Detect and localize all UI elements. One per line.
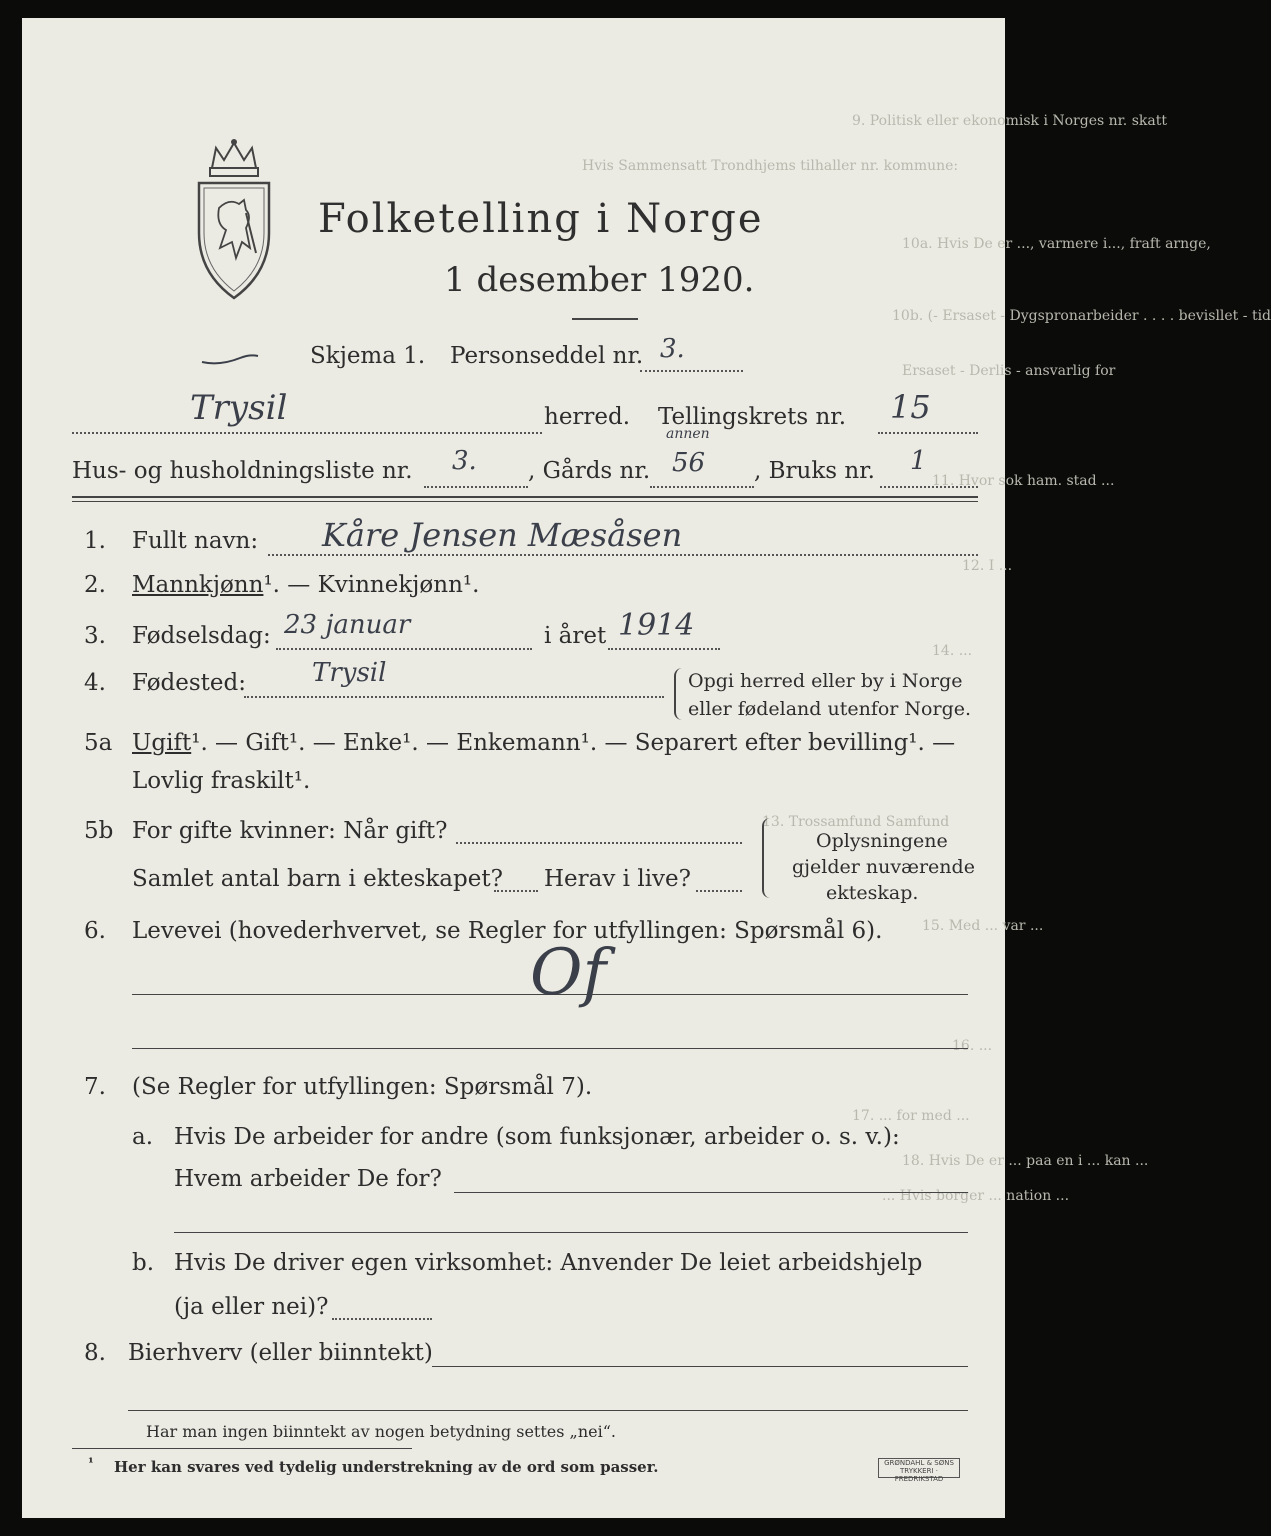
q6-number: 6.	[84, 918, 106, 944]
q5b-line-3	[696, 890, 742, 892]
q4-number: 4.	[84, 670, 106, 696]
bruks-label: , Bruks nr.	[754, 458, 875, 484]
q7a-label-1: Hvis De arbeider for andre (som funksjonær, arbeider o. s. v.):	[174, 1124, 900, 1150]
q2-rest: ¹. — Kvinnekjønn¹.	[263, 572, 480, 598]
q5a-rest: ¹. — Gift¹. — Enke¹. — Enkemann¹. — Separert efter bevilling¹. —	[191, 730, 956, 756]
herred-label: herred.	[544, 404, 631, 430]
tellingskrets-value[interactable]: 15	[890, 388, 931, 426]
q6-line-2	[132, 1048, 968, 1049]
q7b-number: b.	[132, 1250, 155, 1276]
q5b-label-1: For gifte kvinner: Når gift?	[132, 818, 448, 844]
q2-mannkjonn[interactable]: Mannkjønn	[132, 572, 264, 598]
ghost-line: Hvis Sammensatt Trondhjems tilhaller nr. kommune:	[582, 158, 959, 174]
q7b-line	[332, 1318, 432, 1320]
q4-note-2: eller fødeland utenfor Norge.	[688, 698, 972, 720]
q4-note-1: Opgi herred eller by i Norge	[688, 670, 963, 692]
tellingskrets-label: Tellingskrets nr.	[658, 404, 847, 430]
ghost-line: 10a. Hvis De er ..., varmere i..., fraft arnge,	[902, 236, 1211, 252]
footnote-mark: ¹	[88, 1456, 94, 1471]
q7-label: (Se Regler for utfyllingen: Spørsmål 7).	[132, 1074, 593, 1100]
gards-note: annen	[666, 426, 710, 442]
header-rule-thin	[72, 501, 978, 502]
q3-year-line	[608, 648, 720, 650]
census-form	[22, 18, 1271, 1518]
tellingskrets-line	[878, 432, 978, 434]
q5b-note-1: Oplysningene	[816, 830, 948, 852]
q5b-label-2: Samlet antal barn i ekteskapet?	[132, 866, 503, 892]
q3-number: 3.	[84, 623, 106, 649]
q3-value[interactable]: 23 januar	[284, 610, 411, 640]
ghost-line: 11. Hvor sok ham. stad ...	[932, 473, 1115, 489]
q3-year-value[interactable]: 1914	[618, 608, 695, 643]
q3-year-label: i året	[544, 623, 607, 649]
footnote-rule	[72, 1448, 412, 1449]
q7-number: 7.	[84, 1074, 106, 1100]
q5b-line-1	[456, 842, 742, 844]
q7a-label-2: Hvem arbeider De for?	[174, 1166, 442, 1192]
q3-line	[276, 648, 532, 650]
q6-label: Levevei (hovederhvervet, se Regler for utfyllingen: Spørsmål 6).	[132, 918, 883, 944]
gards-value[interactable]: 56	[672, 448, 706, 478]
ghost-line: 16. ...	[952, 1038, 993, 1054]
form-title: Folketelling i Norge	[318, 196, 764, 242]
q5a-options	[132, 730, 955, 756]
personseddel-label: Personseddel nr.	[450, 343, 644, 369]
title-divider	[572, 318, 638, 320]
hus-label: Hus- og husholdningsliste nr.	[72, 458, 413, 484]
herred-line	[72, 432, 542, 434]
q8-line-1	[432, 1366, 968, 1367]
ghost-line: 18. Hvis De er ... paa en i ... kan ...	[902, 1153, 1149, 1169]
q5b-brace	[762, 818, 770, 898]
dash-mark	[200, 352, 260, 368]
q4-value[interactable]: Trysil	[312, 658, 387, 688]
q1-value[interactable]: Kåre Jensen Mæsåsen	[322, 516, 683, 554]
printer-stamp: GRØNDAHL & SØNS TRYKKERI · FREDRIKSTAD	[878, 1458, 960, 1478]
ghost-line: 13. Trossamfund Samfund	[762, 814, 950, 830]
coat-of-arms-icon	[194, 138, 274, 308]
footnote-text: Her kan svares ved tydelig understrekning av de ord som passer.	[114, 1458, 659, 1476]
hus-value[interactable]: 3.	[452, 446, 477, 476]
q8-line-2	[128, 1410, 968, 1411]
ghost-line: Ersaset - Derlis - ansvarlig for	[902, 363, 1116, 379]
ghost-line: 17. ... for med ...	[852, 1108, 970, 1124]
q5b-label-3: Herav i live?	[544, 866, 691, 892]
q5a-number: 5a	[84, 730, 113, 756]
ghost-line: 12. I ...	[962, 558, 1013, 574]
form-subtitle: 1 desember 1920.	[444, 260, 755, 300]
q4-line	[244, 696, 664, 698]
q7a-number: a.	[132, 1124, 154, 1150]
header-rule	[72, 496, 978, 498]
bruks-line	[880, 486, 978, 488]
q8-label: Bierhverv (eller biinntekt)	[128, 1340, 433, 1366]
ghost-line: 9. Politisk eller ekonomisk i Norges nr. skatt	[852, 113, 1167, 129]
q4-label: Fødested:	[132, 670, 247, 696]
skjema-label: Skjema 1.	[310, 343, 426, 369]
q7b-label-1: Hvis De driver egen virksomhet: Anvender De leiet arbeidshjelp	[174, 1250, 923, 1276]
q5a-ugift[interactable]: Ugift	[132, 730, 192, 756]
ghost-line: ... Hvis borger ... nation ...	[882, 1188, 1070, 1204]
herred-value[interactable]: Trysil	[190, 388, 288, 428]
q8-note: Har man ingen biinntekt av nogen betydning settes „nei“.	[146, 1422, 616, 1441]
q2-options	[132, 572, 479, 598]
q4-brace	[674, 668, 682, 720]
q3-label: Fødselsdag:	[132, 623, 271, 649]
bruks-value[interactable]: 1	[910, 446, 927, 476]
gards-label: , Gårds nr.	[528, 458, 651, 484]
q5b-note-3: ekteskap.	[826, 882, 919, 904]
q1-line	[268, 554, 978, 556]
ghost-line: 10b. (- Ersaset - Dygspronarbeider . . . . bevisllet - tid	[892, 308, 1271, 324]
hus-line	[424, 486, 528, 488]
ghost-line: 14. ...	[932, 643, 973, 659]
q8-number: 8.	[84, 1340, 106, 1366]
personseddel-value[interactable]: 3.	[660, 334, 685, 364]
q7a-line-1	[454, 1192, 968, 1193]
q5b-line-2	[494, 890, 538, 892]
ghost-line: 15. Med ... var ...	[922, 918, 1044, 934]
q7b-label-2: (ja eller nei)?	[174, 1294, 329, 1320]
q7a-line-2	[174, 1232, 968, 1233]
q5b-note-2: gjelder nuværende	[792, 856, 975, 878]
gards-line	[650, 486, 754, 488]
q6-value[interactable]: Of	[530, 936, 607, 1010]
q1-label: Fullt navn:	[132, 528, 259, 554]
q1-number: 1.	[84, 528, 106, 554]
q5a-line2: Lovlig fraskilt¹.	[132, 768, 311, 794]
q2-number: 2.	[84, 572, 106, 598]
personseddel-line	[640, 370, 743, 372]
q5b-number: 5b	[84, 818, 114, 844]
